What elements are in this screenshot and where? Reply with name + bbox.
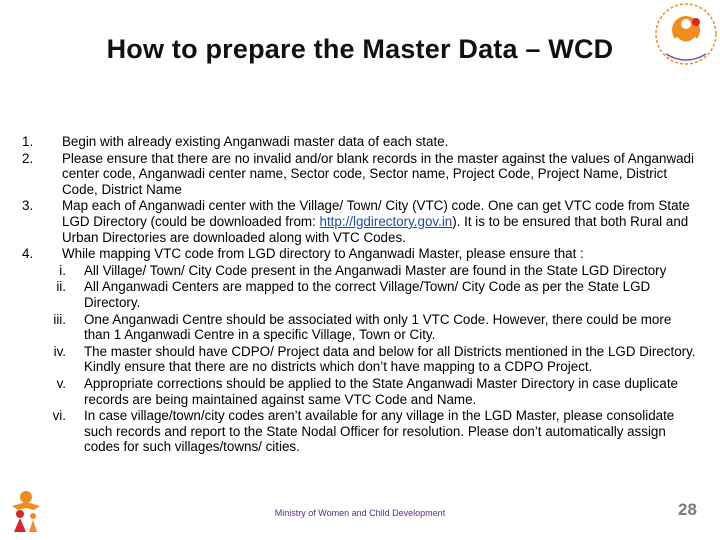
sub-item-number: vi.: [52, 408, 66, 424]
lgd-directory-link[interactable]: http://lgdirectory.gov.in: [319, 213, 453, 229]
sub-item-number: v.: [56, 375, 66, 391]
item-number: 3.: [22, 198, 34, 214]
sub-list-item: [22, 279, 697, 310]
item-text-after-link: ). It is to be ensured that both Rural and Urban Directories are downloaded along with VTC Codes.: [62, 213, 689, 245]
list-item: [22, 151, 697, 198]
slide-title: How to prepare the Master Data – WCD: [106, 34, 614, 64]
sub-item-text: One Anganwadi Centre should be associated with only 1 VTC Code. However, there could be more than 1 Anganwadi Centre in a specific Village, Town or City.: [84, 311, 672, 343]
footer-text: Ministry of Women and Child Development: [274, 508, 446, 518]
sub-list-item: [22, 408, 697, 455]
item-text: Begin with already existing Anganwadi master data of each state.: [62, 134, 449, 149]
sub-item-number: i.: [59, 262, 66, 278]
sub-item-text: All Anganwadi Centers are mapped to the correct Village/Town/ City Code as per the State LGD Directory.: [84, 279, 651, 310]
item-text-before-link: Map each of Anganwadi center with the Village/ Town/ City (VTC) code. One can get VTC code from State LGD Directory (could be downloaded from:: [62, 198, 690, 229]
list-item: [22, 134, 697, 150]
list-item: [22, 198, 697, 245]
item-text: Please ensure that there are no invalid and/or blank records in the master against the values of Anganwadi center code, Anganwadi center name, Sector code, Sector name, Project Code, Project Name, District Code, District Name: [62, 150, 694, 197]
sub-item-text: Appropriate corrections should be applied to the State Anganwadi Master Directory in case duplicate records are being maintained against same VTC Code and Name.: [84, 375, 678, 407]
sub-item-number: iv.: [53, 343, 66, 359]
sub-item-number: iii.: [53, 311, 66, 327]
list-item: [22, 246, 697, 262]
slide-body: [22, 134, 697, 456]
sub-list-item: [22, 263, 697, 279]
anganwadi-logo-icon: [652, 0, 720, 72]
item-number: 1.: [22, 134, 34, 149]
sub-item-text: In case village/town/city codes aren’t available for any village in the LGD Master, please consolidate such records and report to the State Nodal Officer for resolution. Please don’t automatically assign codes for such villages/towns/ cities.: [84, 408, 675, 455]
sub-item-number: ii.: [56, 279, 66, 295]
item-number: 2.: [22, 150, 34, 166]
sub-list-item: [22, 344, 697, 375]
item-text: While mapping VTC code from LGD directory to Anganwadi Master, please ensure that :: [62, 246, 584, 262]
sub-item-text: The master should have CDPO/ Project data and below for all Districts mentioned in the LGD Directory. Kindly ensure that there are no districts which don’t have mapping to a CDPO Project.: [84, 343, 696, 375]
sub-list-item: [22, 376, 697, 407]
page-number: 28: [678, 500, 697, 519]
sub-list-item: [22, 312, 697, 343]
sub-item-text: All Village/ Town/ City Code present in the Anganwadi Master are found in the State LGD Directory: [84, 262, 667, 278]
item-number: 4.: [22, 246, 34, 262]
